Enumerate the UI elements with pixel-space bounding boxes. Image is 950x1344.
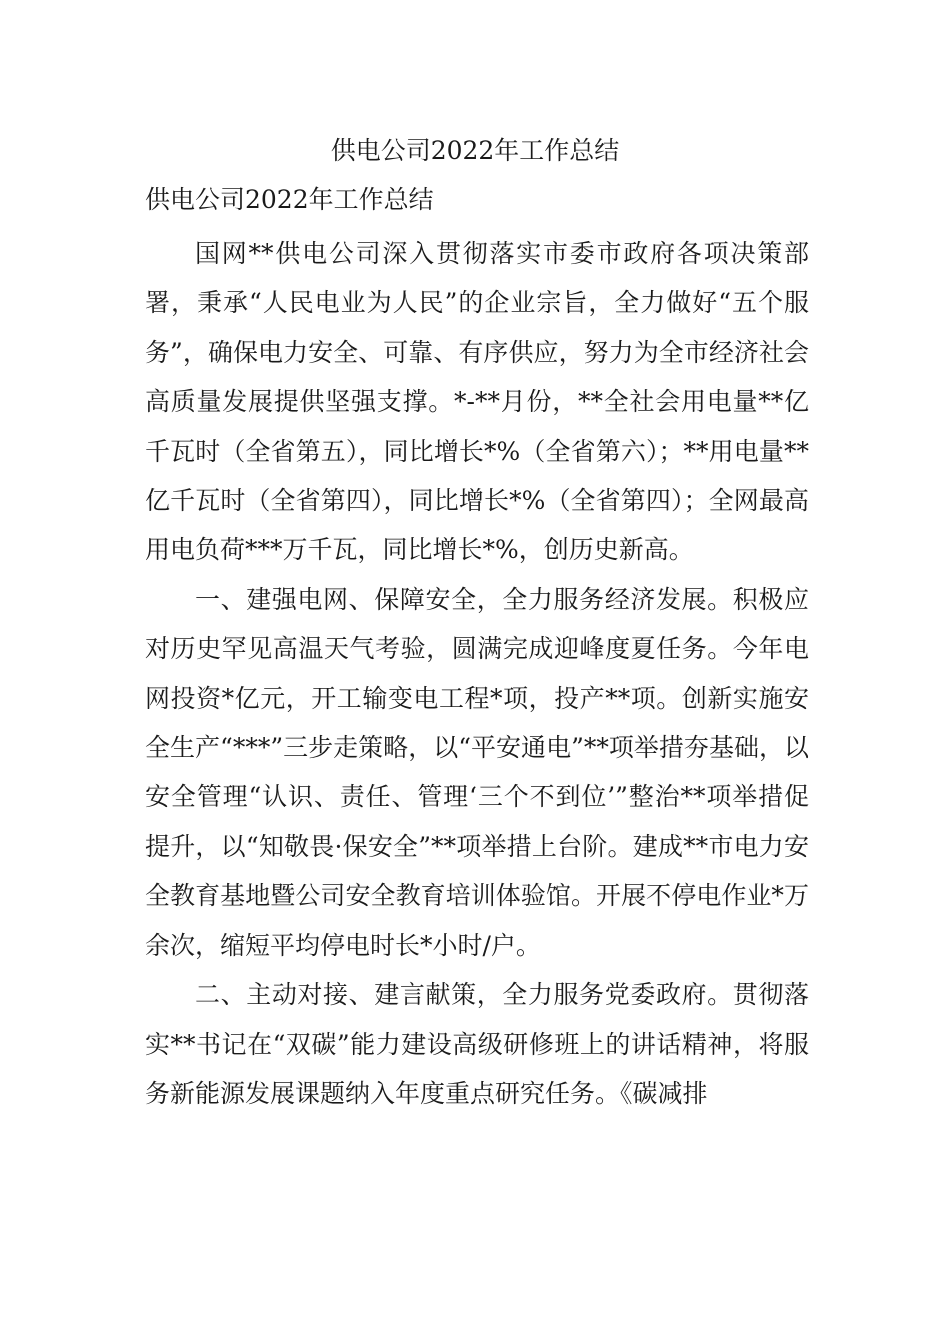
- paragraph-section-one: 一、建强电网、保障安全，全力服务经济发展。积极应对历史罕见高温天气考验，圆满完成迎峰度夏任务。今年电网投资*亿元，开工输变电工程*项，投产**项。创新实施安全生产“***”三步走策略，以“平安通电”**项举措夯基础，以安全管理“认识、责任、管理‘三个不到位’”整治**项举措促提升，以“知敬畏·保安全”**项举措上台阶。建成**市电力安全教育基地暨公司安全教育培训体验馆。开展不停电作业*万余次，缩短平均停电时长*小时/户。: [145, 584, 809, 960]
- document-subtitle: 供电公司2022年工作总结: [145, 185, 434, 214]
- document-body: [145, 229, 809, 1118]
- document-title: 供电公司2022年工作总结: [330, 136, 620, 165]
- paragraph-section-two: 二、主动对接、建言献策，全力服务党委政府。贯彻落实**书记在“双碳”能力建设高级研修班上的讲话精神，将服务新能源发展课题纳入年度重点研究任务。《碳减排: [145, 980, 809, 1108]
- paragraph-intro: 国网**供电公司深入贯彻落实市委市政府各项决策部署，秉承“人民电业为人民”的企业宗旨，全力做好“五个服务”，确保电力安全、可靠、有序供应，努力为全市经济社会高质量发展提供坚强支撑。*-**月份，**全社会用电量**亿千瓦时（全省第五），同比增长*%（全省第六）；**用电量**亿千瓦时（全省第四），同比增长*%（全省第四）；全网最高用电负荷***万千瓦，同比增长*%，创历史新高。: [145, 239, 809, 565]
